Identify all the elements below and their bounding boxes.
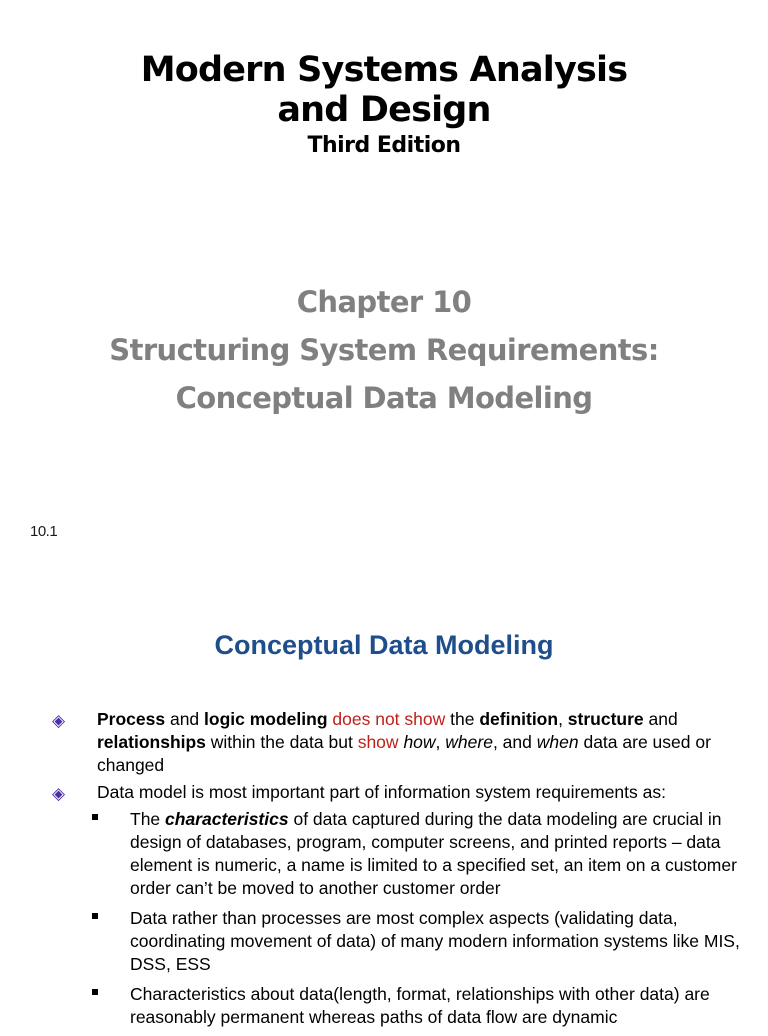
diamond-bullet-icon: ◈ <box>52 711 66 730</box>
bullet-text: and <box>643 709 678 729</box>
chapter-subtitle-line-1: Structuring System Requirements: <box>109 333 659 367</box>
highlight-text: show <box>357 732 399 752</box>
bullet-text: Characteristics about data(length, format, relationships with other data) are reasonably permanent whereas paths of data flow are dynamic <box>130 984 710 1027</box>
bullet-item-data-model <box>0 781 768 804</box>
bullet-text: Data model is most important part of information system requirements as: <box>97 782 666 802</box>
chapter-number: Chapter 10 <box>296 285 472 319</box>
bullet-text: how <box>403 732 436 752</box>
chapter-heading <box>0 278 768 422</box>
book-title <box>0 50 768 130</box>
square-bullet-icon <box>92 989 98 995</box>
bullet-list <box>0 708 768 1036</box>
book-edition: Third Edition <box>307 133 461 158</box>
bullet-text: characteristics <box>165 809 289 829</box>
bullet-text: structure <box>567 709 644 729</box>
bullet-item-process-modeling <box>0 708 768 777</box>
book-title-line-1: Modern Systems Analysis <box>140 50 628 90</box>
sub-bullet-data-vs-processes <box>0 907 768 976</box>
bullet-text: data are used or changed <box>97 732 711 775</box>
bullet-text: relationships <box>97 732 206 752</box>
slide-number: 10.1 <box>30 523 58 540</box>
bullet-text: Data rather than processes are most complex aspects (validating data, coordinating movement of data) of many modern information systems like MIS, DSS, ESS <box>130 908 740 974</box>
book-title-line-2: and Design <box>277 90 491 130</box>
bullet-text: , and <box>492 732 537 752</box>
bullet-text: of data captured during the data modeling are crucial in design of databases, program, computer screens, and printed reports – data element is numeric, a name is limited to a specified set, an item on a customer order can’t be moved to another customer order <box>130 809 737 898</box>
bullet-text: The <box>130 809 166 829</box>
bullet-text: logic modeling <box>204 709 328 729</box>
square-bullet-icon <box>92 913 98 919</box>
bullet-text: when <box>536 732 579 752</box>
chapter-subtitle-line-2: Conceptual Data Modeling <box>175 381 593 415</box>
bullet-text: where <box>445 732 493 752</box>
diamond-bullet-icon: ◈ <box>52 784 66 803</box>
sub-bullet-characteristics <box>0 808 768 900</box>
bullet-text: the <box>445 709 480 729</box>
bullet-text: within the data but <box>205 732 358 752</box>
sub-bullet-data-permanence <box>0 983 768 1029</box>
square-bullet-icon <box>92 814 98 820</box>
bullet-text: , <box>558 709 568 729</box>
bullet-text: definition <box>479 709 559 729</box>
bullet-text: Process <box>97 709 166 729</box>
bullet-text: and <box>165 709 205 729</box>
slide-title: Conceptual Data Modeling <box>214 630 554 660</box>
content-slide <box>0 580 768 1027</box>
bullet-text: , <box>435 732 446 752</box>
highlight-text: does not show <box>332 709 446 729</box>
